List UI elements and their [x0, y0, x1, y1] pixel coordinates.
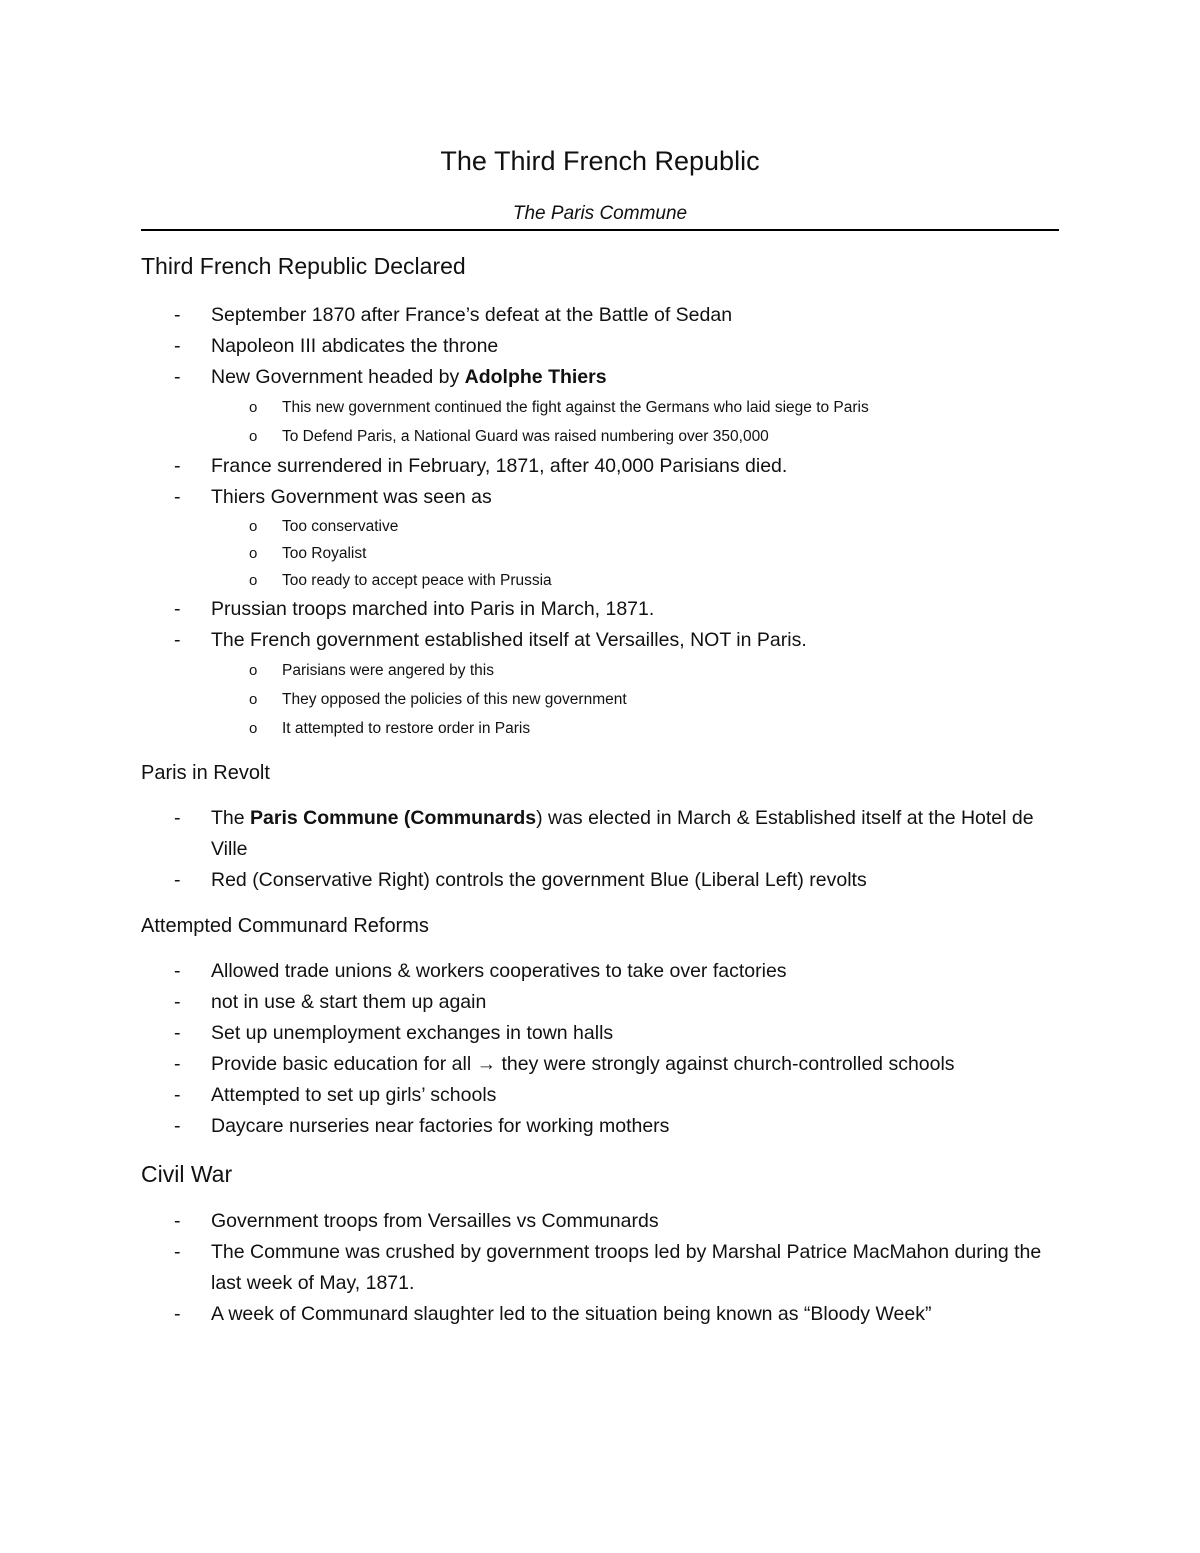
bullet-list [141, 300, 1071, 743]
right-arrow-icon: → [476, 1053, 497, 1075]
list-item [141, 1080, 1071, 1111]
sub-list-item-text: It attempted to restore order in Paris [282, 720, 531, 737]
list-item [141, 803, 1071, 865]
document-body [141, 250, 1071, 1330]
list-item [141, 1206, 1071, 1237]
sub-list-item-text: Too ready to accept peace with Prussia [282, 572, 552, 589]
hollow-bullet-marker: o [249, 662, 258, 679]
list-item-text: Red (Conservative Right) controls the government Blue (Liberal Left) revolts [211, 869, 867, 891]
sub-list-item-text: Too conservative [282, 518, 399, 535]
bullet-list [141, 803, 1071, 896]
list-item [141, 987, 1071, 1018]
list-item-text: Provide basic education for all [211, 1053, 477, 1075]
hollow-bullet-marker: o [249, 691, 258, 708]
hollow-bullet-marker: o [249, 399, 258, 416]
list-item [141, 482, 1071, 513]
dash-marker: - [174, 1022, 181, 1044]
sub-list-item-text: This new government continued the fight against the Germans who laid siege to Paris [282, 399, 869, 416]
list-item-text: September 1870 after France’s defeat at the Battle of Sedan [211, 304, 733, 326]
list-item [141, 594, 1071, 625]
list-item [141, 300, 1071, 331]
bullet-list [141, 956, 1071, 1142]
list-item [141, 625, 1071, 656]
list-item-text: The Commune was crushed by government troops led by Marshal Patrice MacMahon during the last week of May, 1871. [211, 1241, 1042, 1294]
dash-marker: - [174, 807, 181, 829]
sub-list-item-text: To Defend Paris, a National Guard was raised numbering over 350,000 [282, 428, 769, 445]
dash-marker: - [174, 335, 181, 357]
list-item [141, 1111, 1071, 1142]
section-third-republic-declared [141, 250, 1071, 743]
list-item-text: Government troops from Versailles vs Communards [211, 1210, 659, 1232]
list-item-text: Prussian troops marched into Paris in March, 1871. [211, 598, 655, 620]
list-item-text: The French government established itself at Versailles, NOT in Paris. [211, 629, 807, 651]
section-heading: Attempted Communard Reforms [141, 915, 429, 937]
list-item-text: Daycare nurseries near factories for working mothers [211, 1115, 670, 1137]
dash-marker: - [174, 869, 181, 891]
dash-marker: - [174, 960, 181, 982]
sub-list-item-text: They opposed the policies of this new government [282, 691, 627, 708]
list-item [141, 1299, 1071, 1330]
list-item [141, 362, 1071, 393]
hollow-bullet-marker: o [249, 545, 258, 562]
bullet-list [141, 1206, 1071, 1330]
hollow-bullet-marker: o [249, 572, 258, 589]
list-item [141, 331, 1071, 362]
document-title: The Third French Republic [440, 146, 760, 176]
section-heading: Civil War [141, 1161, 233, 1187]
title-divider [141, 229, 1059, 231]
dash-marker: - [174, 455, 181, 477]
list-item-text: France surrendered in February, 1871, after 40,000 Parisians died. [211, 455, 788, 477]
sub-list-item-text: Too Royalist [282, 545, 367, 562]
list-item-text: not in use & start them up again [211, 991, 487, 1013]
list-item-text: ) was elected in March & Established itself at the Hotel de Ville [211, 807, 1034, 860]
list-item-text: they were strongly against church-controlled schools [496, 1053, 955, 1075]
list-item-text: A week of Communard slaughter led to the situation being known as “Bloody Week” [211, 1303, 932, 1325]
list-item-text: Napoleon III abdicates the throne [211, 335, 499, 357]
list-item [141, 1237, 1071, 1299]
sub-list-item [141, 656, 1071, 685]
dash-marker: - [174, 486, 181, 508]
list-item-text: Attempted to set up girls’ schools [211, 1084, 497, 1106]
dash-marker: - [174, 1303, 181, 1325]
list-item [141, 451, 1071, 482]
hollow-bullet-marker: o [249, 428, 258, 445]
dash-marker: - [174, 1053, 181, 1075]
dash-marker: - [174, 598, 181, 620]
sub-list-item [141, 422, 1071, 451]
list-item-bold-text: Paris Commune (Communards [250, 807, 537, 829]
section-civil-war [141, 1158, 1071, 1330]
dash-marker: - [174, 1115, 181, 1137]
list-item [141, 956, 1071, 987]
dash-marker: - [174, 629, 181, 651]
list-item-text: New Government headed by [211, 366, 465, 388]
hollow-bullet-marker: o [249, 720, 258, 737]
sub-list-item-text: Parisians were angered by this [282, 662, 494, 679]
list-item [141, 1049, 1071, 1080]
section-attempted-reforms [141, 912, 1071, 1142]
section-heading: Paris in Revolt [141, 762, 270, 784]
sub-list-item [141, 567, 1071, 594]
list-item-text: The [211, 807, 251, 829]
sub-list-item [141, 393, 1071, 422]
list-item-text: Allowed trade unions & workers cooperatives to take over factories [211, 960, 787, 982]
dash-marker: - [174, 1210, 181, 1232]
list-item [141, 865, 1071, 896]
list-item-text: Set up unemployment exchanges in town halls [211, 1022, 614, 1044]
sub-list-item [141, 540, 1071, 567]
dash-marker: - [174, 366, 181, 388]
sub-list-item [141, 685, 1071, 714]
list-item [141, 1018, 1071, 1049]
sub-list-item [141, 513, 1071, 540]
dash-marker: - [174, 304, 181, 326]
list-item-text: Thiers Government was seen as [211, 486, 492, 508]
hollow-bullet-marker: o [249, 518, 258, 535]
document-subtitle: The Paris Commune [512, 203, 688, 224]
section-heading: Third French Republic Declared [141, 253, 466, 279]
dash-marker: - [174, 1241, 181, 1263]
list-item-bold-text: Adolphe Thiers [464, 366, 607, 388]
section-paris-in-revolt [141, 759, 1071, 896]
dash-marker: - [174, 991, 181, 1013]
sub-list-item [141, 714, 1071, 743]
dash-marker: - [174, 1084, 181, 1106]
